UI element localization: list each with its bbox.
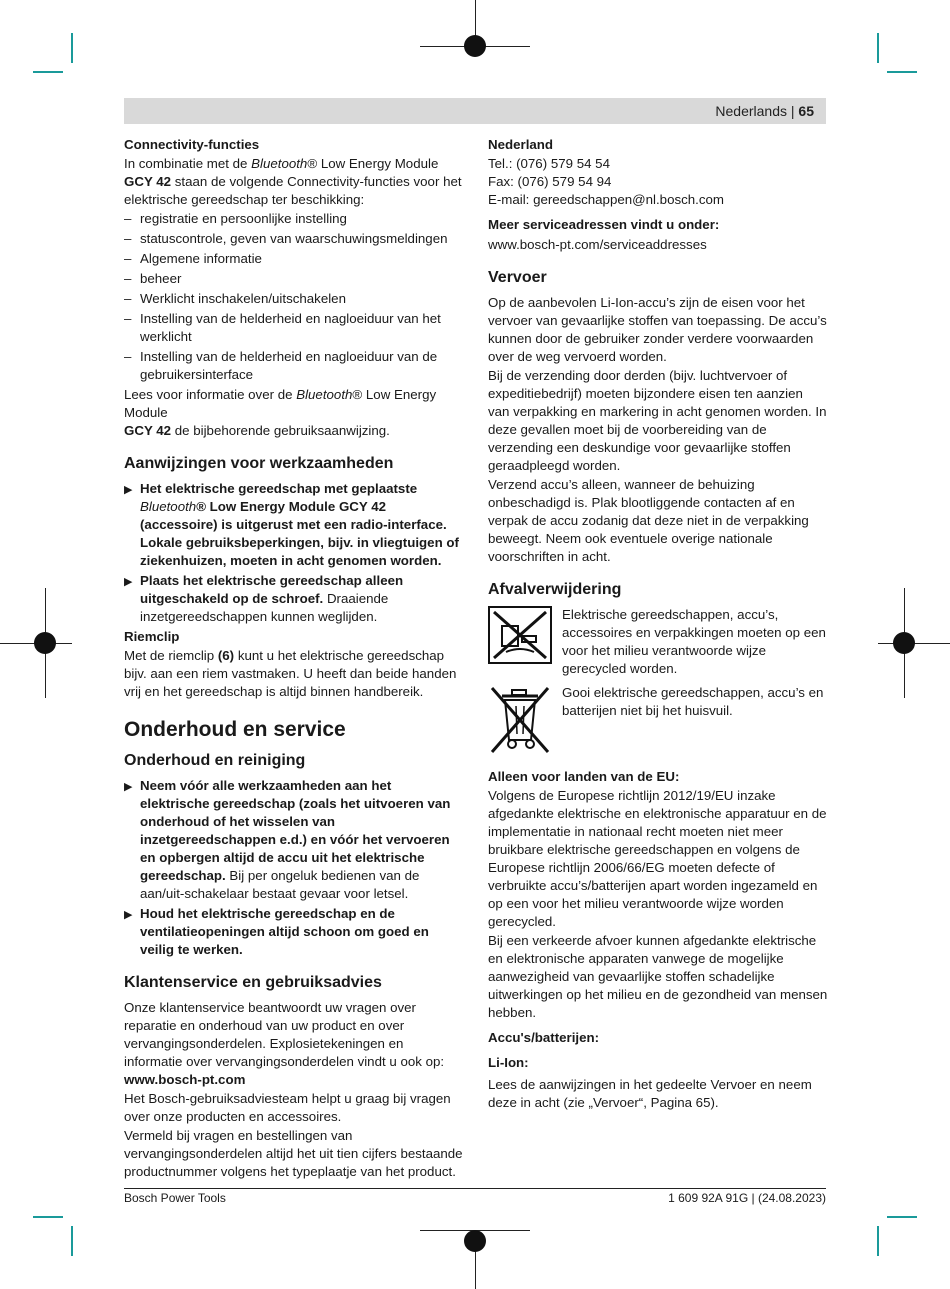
crop-mark [71,33,73,63]
beltclip-text: Met de riemclip (6) kunt u het elektrische gereedschap bijv. aan een riem vastmaken. U heeft dan beide handen vrij en het gereedschap is altijd binnen handbereik. [124,648,457,699]
liion-text: Lees de aanwijzingen in het gedeelte Vervoer en neem deze in acht (zie „Vervoer“, Pagina 65). [488,1077,812,1110]
contact-fax: Fax: (076) 579 54 94 [488,174,612,189]
list-item: – Instelling van de helderheid en nagloeiduur van het werklicht [124,310,464,346]
header-language: Nederlands [715,103,787,119]
service-text: Vermeld bij vragen en bestellingen van vervangingsonderdelen altijd het uit tien cijfers bestaande productnummer volgens het typeplaatje van het product. [124,1128,463,1179]
eu-text: Volgens de Europese richtlijn 2012/19/EU inzake afgedankte elektrische en elektronische apparatuur en de implementatie in nationaal recht moeten niet meer bruikbare elektrische gereedschappen en volgens de Europese richtlijn 2006/66/EG moeten defecte of verbruikte accu’s/batterijen apart worden ingezameld en op een voor het milieu verantwoorde wijze worden gerecycled. [488,788,827,929]
transport-text: Op de aanbevolen Li-Ion-accu’s zijn de eisen voor het vervoer van gevaarlijke stoffen van toepassing. De accu’s kunnen door de gebruiker zonder verdere voorwaarden over de weg vervoerd worden. [488,295,827,364]
tips-title: Aanwijzingen voor werkzaamheden [124,455,394,472]
transport-text: Bij de verzending door derden (bijv. luchtvervoer of expeditiebedrijf) moeten bijzondere eisen ten aanzien van verpakking en markering in acht genomen worden. In deze gevallen moet bij de voorbereiding van de verzending een deskundige voor gevaarlijke stoffen geraadpleegd worden. [488,368,827,473]
crop-mark [877,33,879,63]
crop-mark [887,71,917,73]
connectivity-more: Lees voor informatie over de Bluetooth® Low Energy Module GCY 42 de bijbehorende gebruiksaanwijzing. [124,387,437,438]
service-title: Klantenservice en gebruiksadvies [124,974,382,991]
batteries-title: Accu's/batterijen: [488,1030,600,1045]
warning-item: ▶ Het elektrische gereedschap met geplaatste Bluetooth® Low Energy Module GCY 42 (accessoire) is uitgerust met een radio-interface. Lokale gebruiksbeperkingen, bijv. in vliegtuigen of ziekenhuizen, moeten in acht genomen worden. [124,481,459,568]
list-item: – Algemene informatie [124,250,464,268]
triangle-bullet-icon: ▶ [124,576,133,588]
more-addresses-link[interactable]: www.bosch-pt.com/serviceaddresses [488,237,707,252]
list-item: – beheer [124,270,464,288]
page-header: Nederlands | 65 [715,103,814,119]
bin-row [488,684,828,760]
connectivity-title: Connectivity-functies [124,137,260,152]
beltclip-title: Riemclip [124,629,180,644]
warning-item: ▶ Plaats het elektrische gereedschap alleen uitgeschakeld op de schroef. Draaiende inzetgereedschappen kunnen weglijden. [124,573,404,624]
list-item: – statuscontrole, geven van waarschuwingsmeldingen [124,230,464,248]
registration-mark [464,35,486,57]
maintenance-title: Onderhoud en service [124,718,346,741]
cleaning-title: Onderhoud en reiniging [124,752,306,769]
triangle-bullet-icon: ▶ [124,484,133,496]
list-item: – registratie en persoonlijke instelling [124,210,464,228]
footer-brand: Bosch Power Tools [124,1191,226,1205]
crop-mark [33,1216,63,1218]
warning-item: ▶ Neem vóór alle werkzaamheden aan het elektrische gereedschap (zoals het uitvoeren van onderhoud of het wisselen van inzetgereedschappen e.d.) en vóór het vervoeren en opbergen altijd de accu uit het elektrische gereedschap. Bij per ongeluk bedienen van de aan/uit-schakelaar bestaat gevaar voor letsel. [124,778,451,901]
transport-title: Vervoer [488,269,547,286]
recycling-row [488,606,828,678]
transport-text: Verzend accu’s alleen, wanneer de behuizing onbeschadigd is. Plak blootliggende contacten af en verpak de accu zodanig dat deze niet in de verpakking beweegt. Neem ook eventuele overige nationale voorschriften in acht. [488,477,809,564]
connectivity-list [124,210,464,384]
footer-docnumber: 1 609 92A 91G | (24.08.2023) [668,1191,826,1205]
warning-item: ▶ Houd het elektrische gereedschap en de ventilatieopeningen altijd schoon om goed en veilig te werken. [124,906,429,957]
footer-rule [124,1188,826,1189]
crossed-bin-icon [488,684,552,756]
service-text: Onze klantenservice beantwoordt uw vragen over reparatie en onderhoud van uw product en over vervangingsonderdelen. Explosietekeningen en informatie over vervangingsonderdelen vindt u ook op: www.bosch-pt.com [124,1000,445,1087]
service-link[interactable]: www.bosch-pt.com [124,1072,246,1087]
triangle-bullet-icon: ▶ [124,909,133,921]
left-column [124,136,464,1182]
eu-title: Alleen voor landen van de EU: [488,769,680,784]
registration-mark [893,632,915,654]
service-text: Het Bosch-gebruiksadviesteam helpt u graag bij vragen over onze producten en accessoires. [124,1091,451,1124]
list-item: – Werklicht inschakelen/uitschakelen [124,290,464,308]
list-item: – Instelling van de helderheid en nagloeiduur van de gebruikersinterface [124,348,464,384]
registration-mark [464,1230,486,1252]
page-number: 65 [798,103,814,119]
crop-mark [877,1226,879,1256]
contact-email[interactable]: E-mail: gereedschappen@nl.bosch.com [488,192,724,207]
right-column [488,136,828,1113]
connectivity-intro: In combinatie met de Bluetooth® Low Energy Module GCY 42 staan de volgende Connectivity-functies voor het elektrische gereedschap ter beschikking: [124,156,462,207]
disposal-title: Afvalverwijdering [488,581,622,598]
liion-title: Li-Ion: [488,1055,529,1070]
recycling-text: Elektrische gereedschappen, accu’s, accessoires en verpakkingen moeten op een voor het milieu verantwoorde wijze gerecycled worden. [562,607,826,676]
country-title: Nederland [488,137,554,152]
crop-mark [71,1226,73,1256]
contact-tel: Tel.: (076) 579 54 54 [488,156,610,171]
crop-mark [33,71,63,73]
crop-mark [887,1216,917,1218]
recycling-icon [488,606,552,664]
more-addresses-title: Meer serviceadressen vindt u onder: [488,217,720,232]
triangle-bullet-icon: ▶ [124,781,133,793]
bin-text: Gooi elektrische gereedschappen, accu’s en batterijen niet bij het huisvuil. [562,685,824,718]
registration-mark [34,632,56,654]
eu-text: Bij een verkeerde afvoer kunnen afgedankte elektrische en elektronische apparaten vanwege de mogelijke aanwezigheid van gevaarlijke stoffen schadelijke uitwerkingen op het milieu en de gezondheid van mensen hebben. [488,933,828,1020]
